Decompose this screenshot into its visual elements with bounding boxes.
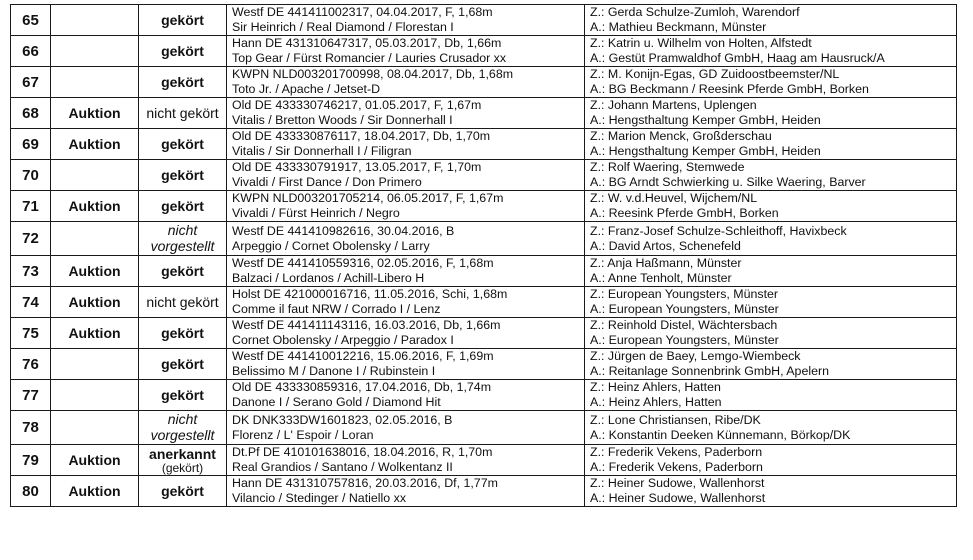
licensing-status: nicht vorgestellt	[139, 222, 227, 256]
licensing-status: anerkannt (gekört)	[139, 445, 227, 476]
horse-pedigree: Vilancio / Stedinger / Natiello xx	[232, 491, 407, 505]
breeder-exhibitor	[585, 318, 957, 349]
catalog-number: 70	[11, 160, 51, 191]
horse-details	[227, 98, 585, 129]
table-row	[11, 476, 957, 507]
table-row	[11, 222, 957, 256]
breeder: Z.: Katrin u. Wilhelm von Holten, Alfstedt	[590, 36, 812, 50]
horse-registration: Old DE 433330791917, 13.05.2017, F, 1,70m	[232, 160, 482, 174]
table-row	[11, 98, 957, 129]
breeder-exhibitor	[585, 160, 957, 191]
breeder: Z.: Johann Martens, Uplengen	[590, 98, 757, 112]
catalog-number: 73	[11, 256, 51, 287]
catalog-number: 69	[11, 129, 51, 160]
breeder: Z.: Anja Haßmann, Münster	[590, 256, 742, 270]
licensing-status: nicht vorgestellt	[139, 411, 227, 445]
licensing-status: gekört	[139, 318, 227, 349]
exhibitor: A.: Anne Tenholt, Münster	[590, 271, 732, 285]
horse-registration: Westf DE 441411143116, 16.03.2016, Db, 1,66m	[232, 318, 501, 332]
breeder-exhibitor	[585, 476, 957, 507]
exhibitor: A.: Reesink Pferde GmbH, Borken	[590, 206, 779, 220]
licensing-status: nicht gekört	[139, 98, 227, 129]
table-row	[11, 5, 957, 36]
breeder-exhibitor	[585, 191, 957, 222]
breeder: Z.: Lone Christiansen, Ribe/DK	[590, 412, 761, 427]
horse-pedigree: Cornet Obolensky / Arpeggio / Paradox I	[232, 333, 454, 347]
auction-cell	[51, 5, 139, 36]
exhibitor: A.: Hengsthaltung Kemper GmbH, Heiden	[590, 144, 821, 158]
horse-details	[227, 476, 585, 507]
horse-details	[227, 411, 585, 445]
horse-details	[227, 287, 585, 318]
auction-cell	[51, 36, 139, 67]
horse-details	[227, 318, 585, 349]
auction-cell: Auktion	[51, 287, 139, 318]
horse-details	[227, 36, 585, 67]
breeder-exhibitor	[585, 129, 957, 160]
breeder-exhibitor	[585, 67, 957, 98]
licensing-status: gekört	[139, 160, 227, 191]
horse-details	[227, 191, 585, 222]
horse-pedigree: Vitalis / Sir Donnerhall I / Filigran	[232, 144, 412, 158]
catalog-number: 75	[11, 318, 51, 349]
auction-cell: Auktion	[51, 318, 139, 349]
catalog-number: 66	[11, 36, 51, 67]
horse-registration: Holst DE 421000016716, 11.05.2016, Schi, 1,68m	[232, 287, 508, 301]
breeder-exhibitor	[585, 411, 957, 445]
exhibitor: A.: Mathieu Beckmann, Münster	[590, 20, 767, 34]
catalog-number: 71	[11, 191, 51, 222]
horse-details	[227, 445, 585, 476]
exhibitor: A.: Gestüt Pramwaldhof GmbH, Haag am Hausruck/A	[590, 51, 885, 65]
table-row	[11, 191, 957, 222]
breeder-exhibitor	[585, 349, 957, 380]
breeder: Z.: Heiner Sudowe, Wallenhorst	[590, 476, 765, 490]
auction-cell: Auktion	[51, 129, 139, 160]
horse-registration: Westf DE 441410559316, 02.05.2016, F, 1,68m	[232, 256, 494, 270]
auction-cell	[51, 222, 139, 256]
breeder: Z.: Jürgen de Baey, Lemgo-Wiembeck	[590, 349, 801, 363]
table-row	[11, 129, 957, 160]
horse-registration: Old DE 433330876117, 18.04.2017, Db, 1,70m	[232, 129, 491, 143]
catalog-number: 80	[11, 476, 51, 507]
horse-registration: KWPN NLD003201700998, 08.04.2017, Db, 1,68m	[232, 67, 514, 81]
table-row	[11, 287, 957, 318]
table-body	[11, 5, 957, 507]
catalog-number: 77	[11, 380, 51, 411]
licensing-status: gekört	[139, 380, 227, 411]
breeder-exhibitor	[585, 445, 957, 476]
breeder: Z.: Franz-Josef Schulze-Schleithoff, Havixbeck	[590, 223, 847, 238]
licensing-status: gekört	[139, 36, 227, 67]
licensing-status: gekört	[139, 67, 227, 98]
licensing-status: gekört	[139, 256, 227, 287]
horse-registration: Westf DE 441411002317, 04.04.2017, F, 1,68m	[232, 5, 493, 19]
horse-registration: KWPN NLD003201705214, 06.05.2017, F, 1,67m	[232, 191, 504, 205]
auction-cell: Auktion	[51, 256, 139, 287]
auction-cell	[51, 160, 139, 191]
exhibitor: A.: Reitanlage Sonnenbrink GmbH, Apelern	[590, 364, 830, 378]
auction-cell	[51, 411, 139, 445]
auction-cell: Auktion	[51, 445, 139, 476]
horse-pedigree: Florenz / L' Espoir / Loran	[232, 427, 374, 442]
exhibitor: A.: Frederik Vekens, Paderborn	[590, 460, 763, 474]
horse-registration: DK DNK333DW1601823, 02.05.2016, B	[232, 412, 453, 427]
horse-registration: Hann DE 431310757816, 20.03.2016, Df, 1,77m	[232, 476, 498, 490]
licensing-status: gekört	[139, 129, 227, 160]
table-row	[11, 256, 957, 287]
catalog-number: 78	[11, 411, 51, 445]
catalog-number: 65	[11, 5, 51, 36]
horse-registration: Westf DE 441410012216, 15.06.2016, F, 1,69m	[232, 349, 494, 363]
horse-registration: Old DE 433330859316, 17.04.2016, Db, 1,74m	[232, 380, 492, 394]
horse-pedigree: Real Grandios / Santano / Wolkentanz II	[232, 460, 453, 474]
horse-pedigree: Sir Heinrich / Real Diamond / Florestan I	[232, 20, 454, 34]
catalog-number: 68	[11, 98, 51, 129]
horse-details	[227, 5, 585, 36]
table-row	[11, 36, 957, 67]
catalog-number: 79	[11, 445, 51, 476]
catalog-number: 74	[11, 287, 51, 318]
horse-pedigree: Toto Jr. / Apache / Jetset-D	[232, 82, 381, 96]
breeder-exhibitor	[585, 98, 957, 129]
licensing-status: gekört	[139, 476, 227, 507]
horse-registration: Dt.Pf DE 410101638016, 18.04.2016, R, 1,70m	[232, 445, 493, 459]
exhibitor: A.: David Artos, Schenefeld	[590, 238, 741, 253]
horse-details	[227, 256, 585, 287]
horse-details	[227, 380, 585, 411]
breeder: Z.: Rolf Waering, Stemwede	[590, 160, 745, 174]
horse-details	[227, 222, 585, 256]
auction-cell: Auktion	[51, 98, 139, 129]
breeder-exhibitor	[585, 256, 957, 287]
horse-registration: Old DE 433330746217, 01.05.2017, F, 1,67m	[232, 98, 482, 112]
horse-pedigree: Vivaldi / First Dance / Don Primero	[232, 175, 422, 189]
exhibitor: A.: European Youngsters, Münster	[590, 302, 779, 316]
licensing-status: nicht gekört	[139, 287, 227, 318]
catalog-number: 72	[11, 222, 51, 256]
breeder: Z.: European Youngsters, Münster	[590, 287, 779, 301]
auction-cell: Auktion	[51, 476, 139, 507]
table-row	[11, 318, 957, 349]
breeder: Z.: M. Konijn-Egas, GD Zuidoostbeemster/NL	[590, 67, 840, 81]
horse-pedigree: Arpeggio / Cornet Obolensky / Larry	[232, 238, 430, 253]
exhibitor: A.: BG Arndt Schwierking u. Silke Waering, Barver	[590, 175, 866, 189]
horse-details	[227, 160, 585, 191]
horse-details	[227, 67, 585, 98]
table-row	[11, 349, 957, 380]
auction-cell	[51, 349, 139, 380]
table-row	[11, 445, 957, 476]
horse-pedigree: Vitalis / Bretton Woods / Sir Donnerhall I	[232, 113, 453, 127]
horse-details	[227, 129, 585, 160]
horse-pedigree: Vivaldi / Fürst Heinrich / Negro	[232, 206, 400, 220]
horse-pedigree: Comme il faut NRW / Corrado I / Lenz	[232, 302, 441, 316]
horse-registration: Hann DE 431310647317, 05.03.2017, Db, 1,66m	[232, 36, 502, 50]
table-row	[11, 380, 957, 411]
breeder-exhibitor	[585, 36, 957, 67]
horse-registration: Westf DE 441410982616, 30.04.2016, B	[232, 223, 455, 238]
table-row	[11, 411, 957, 445]
horse-pedigree: Top Gear / Fürst Romancier / Lauries Crusador xx	[232, 51, 507, 65]
breeder: Z.: W. v.d.Heuvel, Wijchem/NL	[590, 191, 758, 205]
catalog-number: 76	[11, 349, 51, 380]
licensing-status: gekört	[139, 349, 227, 380]
exhibitor: A.: Hengsthaltung Kemper GmbH, Heiden	[590, 113, 821, 127]
auction-cell: Auktion	[51, 191, 139, 222]
catalog-number: 67	[11, 67, 51, 98]
breeder: Z.: Gerda Schulze-Zumloh, Warendorf	[590, 5, 800, 19]
breeder-exhibitor	[585, 380, 957, 411]
table-row	[11, 67, 957, 98]
table-row	[11, 160, 957, 191]
exhibitor: A.: BG Beckmann / Reesink Pferde GmbH, Borken	[590, 82, 869, 96]
horse-pedigree: Danone I / Serano Gold / Diamond Hit	[232, 395, 441, 409]
breeder: Z.: Marion Menck, Großderschau	[590, 129, 772, 143]
auction-cell	[51, 67, 139, 98]
licensing-status: gekört	[139, 5, 227, 36]
breeder-exhibitor	[585, 287, 957, 318]
auction-cell	[51, 380, 139, 411]
exhibitor: A.: Heiner Sudowe, Wallenhorst	[590, 491, 766, 505]
breeder: Z.: Reinhold Distel, Wächtersbach	[590, 318, 778, 332]
breeder-exhibitor	[585, 222, 957, 256]
breeder-exhibitor	[585, 5, 957, 36]
exhibitor: A.: Konstantin Deeken Künnemann, Börkop/DK	[590, 427, 851, 442]
licensing-status: gekört	[139, 191, 227, 222]
exhibitor: A.: Heinz Ahlers, Hatten	[590, 395, 722, 409]
horse-pedigree: Balzaci / Lordanos / Achill-Libero H	[232, 271, 425, 285]
horse-pedigree: Belissimo M / Danone I / Rubinstein I	[232, 364, 436, 378]
horse-details	[227, 349, 585, 380]
breeder: Z.: Heinz Ahlers, Hatten	[590, 380, 721, 394]
exhibitor: A.: European Youngsters, Münster	[590, 333, 779, 347]
stallion-results-table	[10, 4, 957, 507]
breeder: Z.: Frederik Vekens, Paderborn	[590, 445, 763, 459]
